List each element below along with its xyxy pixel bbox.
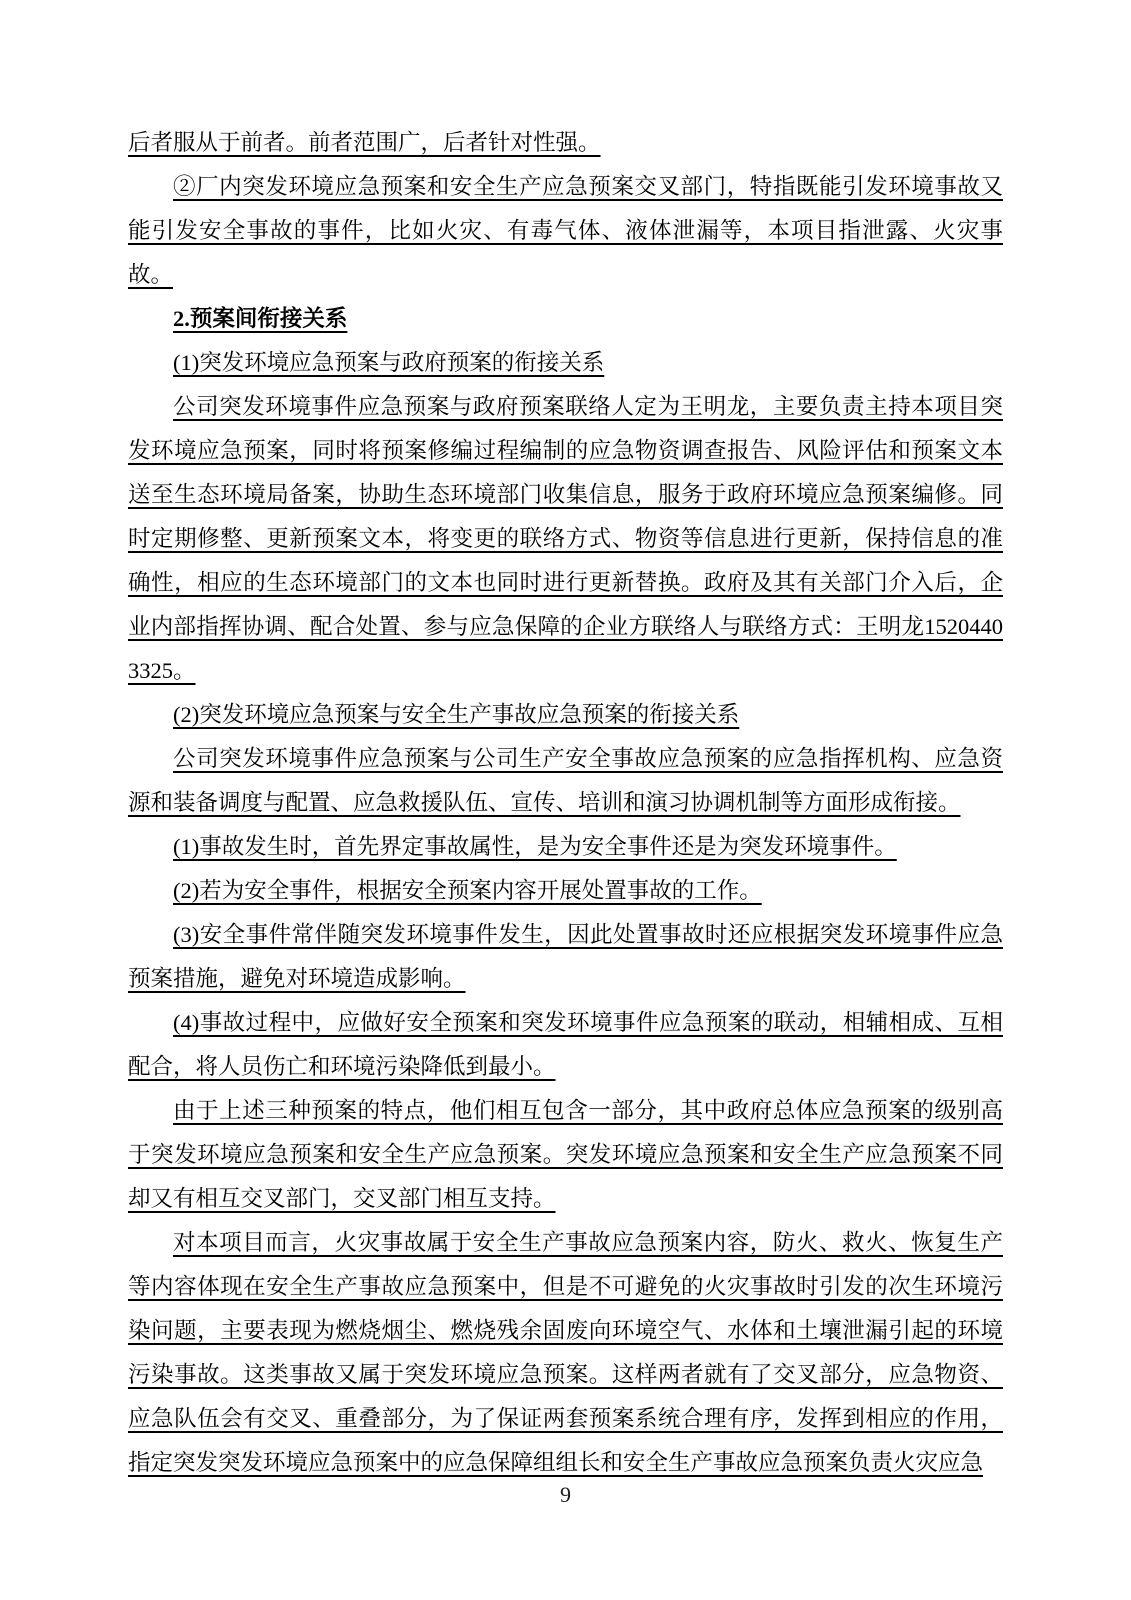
list-item: (4)事故过程中，应做好安全预案和突发环境事件应急预案的联动，相辅相成、互相配合，将人员伤亡和环境污染降低到最小。 bbox=[128, 1010, 1003, 1079]
list-item: (1)事故发生时，首先界定事故属性，是为安全事件还是为突发环境事件。 bbox=[173, 834, 897, 859]
paragraph: ②厂内突发环境应急预案和安全生产应急预案交叉部门，特指既能引发环境事故又能引发安全事故的事件，比如火灾、有毒气体、液体泄漏等，本项目指泄露、火灾事故。 bbox=[128, 174, 1003, 287]
subsection-heading: (1)突发环境应急预案与政府预案的衔接关系 bbox=[173, 350, 605, 375]
paragraph-continuation: 后者服从于前者。前者范围广，后者针对性强。 bbox=[128, 130, 601, 155]
paragraph: 对本项目而言，火灾事故属于安全生产事故应急预案内容，防火、救火、恢复生产等内容体现在安全生产事故应急预案中，但是不可避免的火灾事故时引发的次生环境污染问题，主要表现为燃烧烟尘、燃烧残余固废向环境空气、水体和土壤泄漏引起的环境污染事故。这类事故又属于突发环境应急预案。这样两者就有了交叉部分，应急物资、应急队伍会有交叉、重叠部分，为了保证两套预案系统合理有序，发挥到相应的作用，指定突发突发环境应急预案中的应急保障组组长和安全生产事故应急预案负责火灾应急 bbox=[128, 1230, 1003, 1475]
list-item: (2)若为安全事件，根据安全预案内容开展处置事故的工作。 bbox=[173, 878, 762, 903]
section-heading: 2.预案间衔接关系 bbox=[173, 306, 348, 331]
paragraph: 公司突发环境事件应急预案与政府预案联络人定为王明龙，主要负责主持本项目突发环境应急预案，同时将预案修编过程编制的应急物资调查报告、风险评估和预案文本送至生态环境局备案，协助生态环境部门收集信息，服务于政府环境应急预案编修。同时定期修整、更新预案文本，将变更的联络方式、物资等信息进行更新，保持信息的准确性，相应的生态环境部门的文本也同时进行更新替换。政府及其有关部门介入后，企业内部指挥协调、配合处置、参与应急保障的企业方联络人与联络方式：王明龙15204403325。 bbox=[128, 394, 1003, 683]
paragraph: 由于上述三种预案的特点，他们相互包含一部分，其中政府总体应急预案的级别高于突发环境应急预案和安全生产应急预案。突发环境应急预案和安全生产应急预案不同却又有相互交叉部门，交叉部门相互支持。 bbox=[128, 1098, 1003, 1211]
list-item: (3)安全事件常伴随突发环境事件发生，因此处置事故时还应根据突发环境事件应急预案措施，避免对环境造成影响。 bbox=[128, 922, 1003, 991]
paragraph: 公司突发环境事件应急预案与公司生产安全事故应急预案的应急指挥机构、应急资源和装备调度与配置、应急救援队伍、宣传、培训和演习协调机制等方面形成衔接。 bbox=[128, 746, 1003, 815]
document-body bbox=[128, 121, 1003, 1485]
page-number: 9 bbox=[560, 1482, 571, 1507]
subsection-heading: (2)突发环境应急预案与安全生产事故应急预案的衔接关系 bbox=[173, 702, 740, 727]
